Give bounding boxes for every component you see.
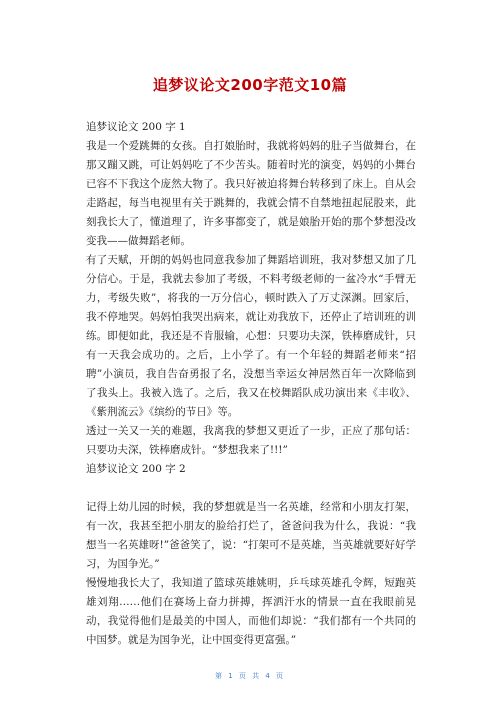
- paragraph: 透过一关又一关的难题，我离我的梦想又更近了一步，正应了那句话：只要功夫深，铁棒磨成针。“梦想我来了!!!”: [86, 425, 416, 456]
- paragraph: 我是一个爱跳舞的女孩。自打娘胎时，我就将妈妈的肚子当做舞台，在那又蹦又跳，可让妈妈吃了不少苦头。随着时光的演变，妈妈的小舞台已容不下我这个庞然大物了。我只好被迫将舞台转移到了床上。自从会走路起，每当电视里有关于跳舞的，我就会情不自禁地扭起屁股来，此刻我长大了，懂道理了，许多事都变了，就是娘胎开始的那个梦想没改变我——做舞蹈老师。: [86, 140, 416, 247]
- document-body: [86, 118, 416, 650]
- section-spacer: [86, 479, 416, 498]
- paragraph: 慢慢地我长大了，我知道了篮球英雄姚明，乒乓球英雄孔令辉，短跑英雄刘翔……他们在赛场上奋力拼搏，挥洒汗水的情景一直在我眼前晃动，我觉得他们是最美的中国人，而他们却说：“我们都有一个共同的中国梦。就是为国争光，让中国变得更富强。”: [86, 577, 416, 646]
- paragraph: 记得上幼儿园的时候，我的梦想就是当一名英雄，经常和小朋友打架，有一次，我甚至把小朋友的脸给打烂了，爸爸问我为什么，我说：“我想当一名英雄呀!”爸爸笑了，说：“打架可不是英雄，当英雄就要好好学习，为国争光。”: [86, 501, 416, 570]
- document-title: 追梦议论文200字范文10篇: [152, 76, 348, 94]
- paragraph: 有了天赋，开朗的妈妈也同意我参加了舞蹈培训班，我对梦想又加了几分信心。于是，我就去参加了考级，不料考级老师的一盆冷水“手臂无力，考级失败”，将我的一万分信心，顿时跌入了万丈深渊。回家后，我不停地哭。妈妈怕我哭出病来，就让劝我放下，还停止了培训班的训练。即便如此，我还是不肯服输，心想：只要功夫深，铁棒磨成针，只有一天我会成功的。之后，上小学了。有一个年轻的舞蹈老师来“招聘”小演员，我自告奋勇报了名，没想当幸运女神居然百年一次降临到了我头上。我被入选了。之后，我又在校舞蹈队成功演出来《丰收》、《紫荆流云》《缤纷的节日》等。: [86, 254, 416, 418]
- section-heading: 追梦议论文 200 字 1: [86, 121, 186, 133]
- page-footer: 第 1 页 共 4 页: [214, 672, 286, 680]
- section-heading: 追梦议论文 200 字 2: [86, 463, 186, 475]
